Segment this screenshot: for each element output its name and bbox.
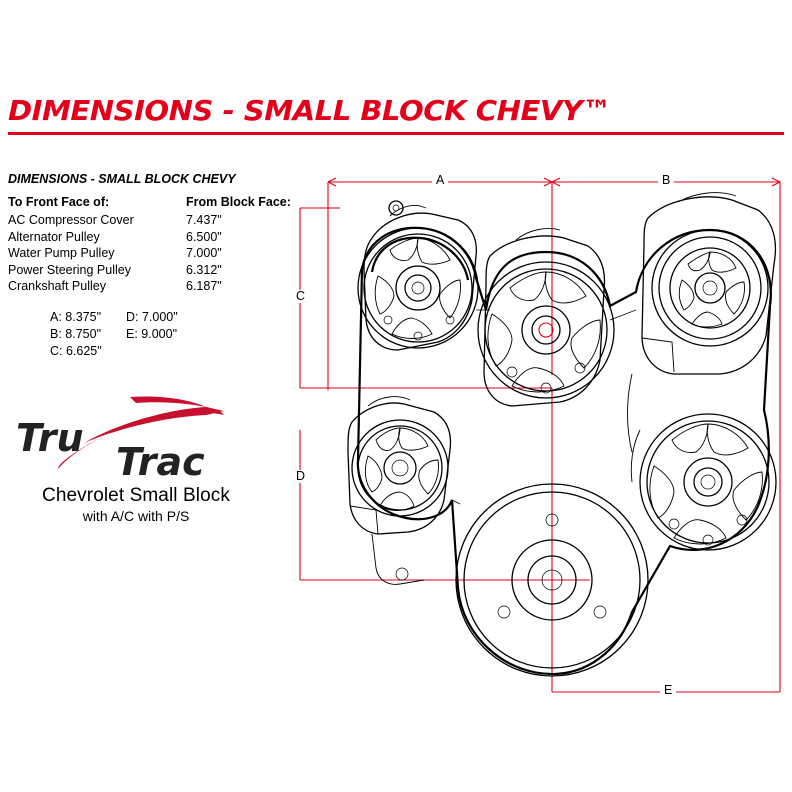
- dimension-label-d: D: [292, 470, 309, 483]
- drawing-svg: [280, 160, 792, 720]
- table-row: [8, 263, 291, 280]
- dimension-lines: [300, 178, 780, 692]
- title-divider: [8, 132, 784, 135]
- letter-dim-right: [126, 343, 178, 360]
- dimension-label-a: A: [432, 174, 448, 187]
- letter-dim-left: B: 8.750": [50, 326, 102, 341]
- table-row: [8, 230, 291, 247]
- bracket-outlines: [348, 193, 776, 676]
- spec-label: Water Pump Pulley: [8, 246, 115, 260]
- spec-label: Crankshaft Pulley: [8, 279, 106, 293]
- spec-label: Alternator Pulley: [8, 229, 100, 244]
- logo-caption-primary: Chevrolet Small Block: [42, 485, 230, 506]
- svg-text:Tru: Tru: [16, 416, 84, 460]
- spec-value: 6.500": [186, 229, 222, 244]
- svg-text:Trac: Trac: [116, 440, 205, 481]
- letter-dim-right: E: 9.000": [126, 326, 178, 341]
- trutrac-logo-icon: [10, 385, 262, 481]
- page-title: DIMENSIONS - SMALL BLOCK CHEVY™: [8, 94, 612, 127]
- title-block: [8, 96, 784, 126]
- spec-table: [8, 195, 291, 296]
- front-face-guides: [452, 310, 636, 504]
- letter-dim-left: C: 6.625": [50, 343, 102, 358]
- dimension-label-b: B: [658, 174, 674, 187]
- dimension-label-c: C: [292, 290, 309, 303]
- logo-caption-secondary: with A/C with P/S: [82, 508, 190, 524]
- column-header-value: From Block Face:: [186, 195, 291, 209]
- letter-dimensions-list: [50, 309, 308, 360]
- table-row: [8, 279, 291, 296]
- spec-heading: DIMENSIONS - SMALL BLOCK CHEVY: [8, 172, 236, 186]
- table-row: [8, 246, 291, 263]
- spec-label: Power Steering Pulley: [8, 262, 131, 277]
- spec-value: 6.312": [186, 262, 222, 277]
- letter-dim-row: [50, 309, 178, 326]
- dimension-label-e: E: [660, 684, 676, 697]
- spec-label: AC Compressor Cover: [8, 213, 134, 227]
- column-header-label: To Front Face of:: [8, 195, 110, 209]
- table-header-row: [8, 195, 291, 213]
- letter-dim-row: [50, 343, 178, 360]
- specifications-panel: [8, 172, 308, 360]
- table-row: [8, 213, 291, 230]
- letter-dim-right: D: 7.000": [126, 309, 178, 324]
- spec-value: 7.000": [186, 246, 222, 260]
- spec-value: 6.187": [186, 279, 222, 293]
- brand-logo-block: [10, 385, 280, 524]
- letter-dim-left: A: 8.375": [50, 309, 102, 324]
- letter-dim-row: [50, 326, 178, 343]
- pulley-system-drawing: [280, 160, 792, 720]
- spec-value: 7.437": [186, 213, 222, 227]
